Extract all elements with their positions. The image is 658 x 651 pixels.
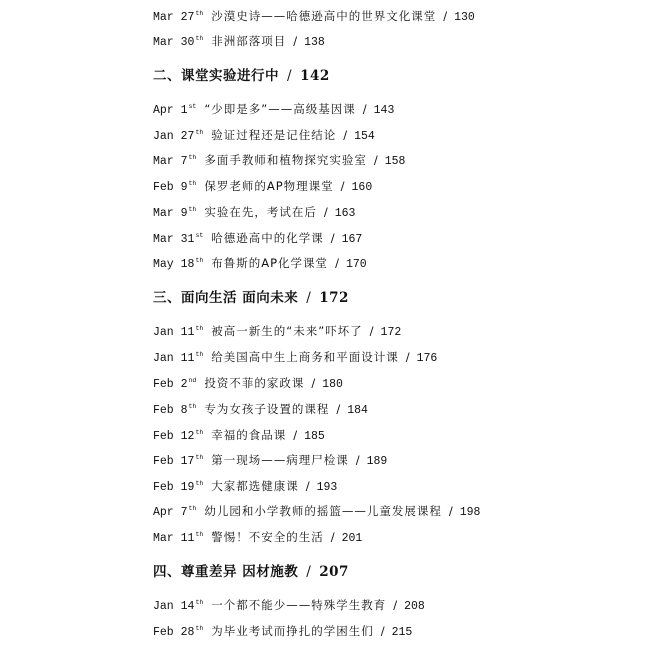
section-page: 142	[300, 68, 330, 84]
toc-entry	[153, 596, 425, 614]
separator: /	[393, 598, 398, 612]
entry-date: Jan 11th	[153, 351, 204, 365]
toc-entry	[153, 203, 355, 221]
toc-entry	[153, 348, 437, 366]
entry-date: Mar 7th	[153, 154, 197, 168]
section-heading	[153, 68, 330, 84]
entry-title: 布鲁斯的AP化学课堂	[211, 256, 329, 270]
separator: /	[335, 256, 339, 270]
entry-title: 保罗老师的AP物理课堂	[204, 179, 334, 193]
entry-date: Feb 12th	[153, 429, 204, 443]
entry-title: 验证过程还是记住结论	[211, 128, 337, 142]
separator: /	[362, 102, 367, 116]
entry-page: 215	[391, 626, 413, 639]
separator: /	[305, 479, 310, 493]
toc-entry	[153, 426, 325, 444]
entry-page: 184	[347, 404, 368, 417]
separator: /	[369, 324, 374, 338]
toc-entry	[153, 451, 387, 469]
toc-entry	[153, 126, 375, 144]
toc-entry	[153, 400, 368, 418]
separator: /	[330, 530, 335, 544]
section-heading	[153, 564, 349, 580]
separator: /	[448, 504, 453, 518]
toc-entry	[153, 177, 372, 195]
entry-page: 158	[384, 155, 406, 168]
entry-page: 170	[345, 258, 367, 271]
entry-page: 180	[322, 378, 343, 391]
section-heading	[153, 290, 349, 306]
entry-date: Mar 30th	[153, 35, 204, 49]
toc-entry	[153, 151, 405, 169]
entry-title: 实验在先，考试在后	[204, 205, 317, 219]
toc-entry	[153, 374, 343, 392]
entry-date: Feb 8th	[153, 403, 197, 417]
toc-entry	[153, 502, 480, 520]
section-page: 172	[319, 290, 349, 306]
entry-title: 为毕业考试而挣扎的学困生们	[211, 624, 374, 638]
section-title: 四、尊重差异 因材施教	[153, 564, 299, 580]
entry-date: Feb 28th	[153, 625, 204, 639]
toc-entry	[153, 322, 401, 340]
separator: /	[373, 153, 378, 167]
toc-entry	[153, 229, 362, 247]
separator: /	[311, 376, 316, 390]
toc-entry	[153, 528, 362, 546]
section-page: 207	[319, 564, 349, 580]
entry-page: 176	[416, 352, 438, 365]
entry-page: 160	[351, 181, 373, 194]
separator: /	[330, 231, 335, 245]
toc-entry	[153, 477, 337, 495]
toc-entry	[153, 254, 367, 272]
section-title: 二、课堂实验进行中	[153, 68, 279, 84]
entry-page: 163	[334, 207, 356, 220]
entry-page: 143	[373, 104, 395, 117]
entry-page: 201	[341, 532, 363, 545]
entry-page: 167	[341, 233, 363, 246]
entry-page: 198	[459, 506, 481, 519]
entry-date: Apr 7th	[153, 505, 197, 519]
entry-page: 193	[316, 481, 338, 494]
separator: /	[405, 350, 410, 364]
separator: /	[306, 290, 312, 306]
entry-page: 189	[366, 455, 388, 468]
entry-date: Mar 9th	[153, 206, 197, 220]
separator: /	[293, 34, 298, 48]
entry-title: 被高一新生的“未来”吓坏了	[211, 324, 363, 338]
entry-title: “少即是多”——高级基因课	[204, 102, 356, 116]
separator: /	[343, 128, 348, 142]
separator: /	[336, 402, 341, 416]
entry-title: 幼儿园和小学教师的摇篮——儿童发展课程	[204, 504, 442, 518]
separator: /	[443, 9, 448, 23]
entry-date: Mar 27th	[153, 10, 204, 24]
entry-title: 大家都选健康课	[211, 479, 299, 493]
entry-title: 一个都不能少——特殊学生教育	[211, 598, 387, 612]
toc-entry	[153, 7, 475, 25]
entry-title: 专为女孩子设置的课程	[204, 402, 330, 416]
entry-page: 138	[304, 36, 325, 49]
separator: /	[380, 624, 385, 638]
separator: /	[287, 68, 293, 84]
entry-page: 130	[454, 11, 475, 24]
section-title: 三、面向生活 面向未来	[153, 290, 299, 306]
entry-page: 185	[304, 430, 325, 443]
entry-title: 哈德逊高中的化学课	[211, 231, 324, 245]
separator: /	[340, 179, 345, 193]
entry-date: May 18th	[153, 257, 204, 271]
entry-date: Mar 31st	[153, 232, 204, 246]
entry-page: 208	[404, 600, 425, 613]
entry-title: 非洲部落项目	[211, 34, 287, 48]
entry-date: Jan 11th	[153, 325, 204, 339]
separator: /	[355, 453, 360, 467]
toc-entry	[153, 100, 394, 118]
entry-title: 沙漠史诗——哈德逊高中的世界文化课堂	[211, 9, 437, 23]
entry-page: 154	[354, 130, 375, 143]
entry-title: 投资不菲的家政课	[204, 376, 305, 390]
entry-date: Jan 14th	[153, 599, 204, 613]
toc-entry	[153, 32, 325, 50]
entry-date: Apr 1st	[153, 103, 197, 117]
entry-date: Feb 17th	[153, 454, 204, 468]
entry-title: 警惕！不安全的生活	[211, 530, 324, 544]
separator: /	[306, 564, 312, 580]
entry-date: Feb 2nd	[153, 377, 197, 391]
entry-title: 第一现场——病理尸检课	[211, 453, 349, 467]
entry-date: Feb 19th	[153, 480, 204, 494]
entry-date: Mar 11th	[153, 531, 204, 545]
toc-entry	[153, 622, 412, 640]
entry-page: 172	[380, 326, 402, 339]
separator: /	[323, 205, 328, 219]
entry-title: 幸福的食品课	[211, 428, 287, 442]
entry-title: 给美国高中生上商务和平面设计课	[211, 350, 399, 364]
entry-title: 多面手教师和植物探究实验室	[204, 153, 367, 167]
entry-date: Jan 27th	[153, 129, 204, 143]
separator: /	[293, 428, 298, 442]
entry-date: Feb 9th	[153, 180, 197, 194]
